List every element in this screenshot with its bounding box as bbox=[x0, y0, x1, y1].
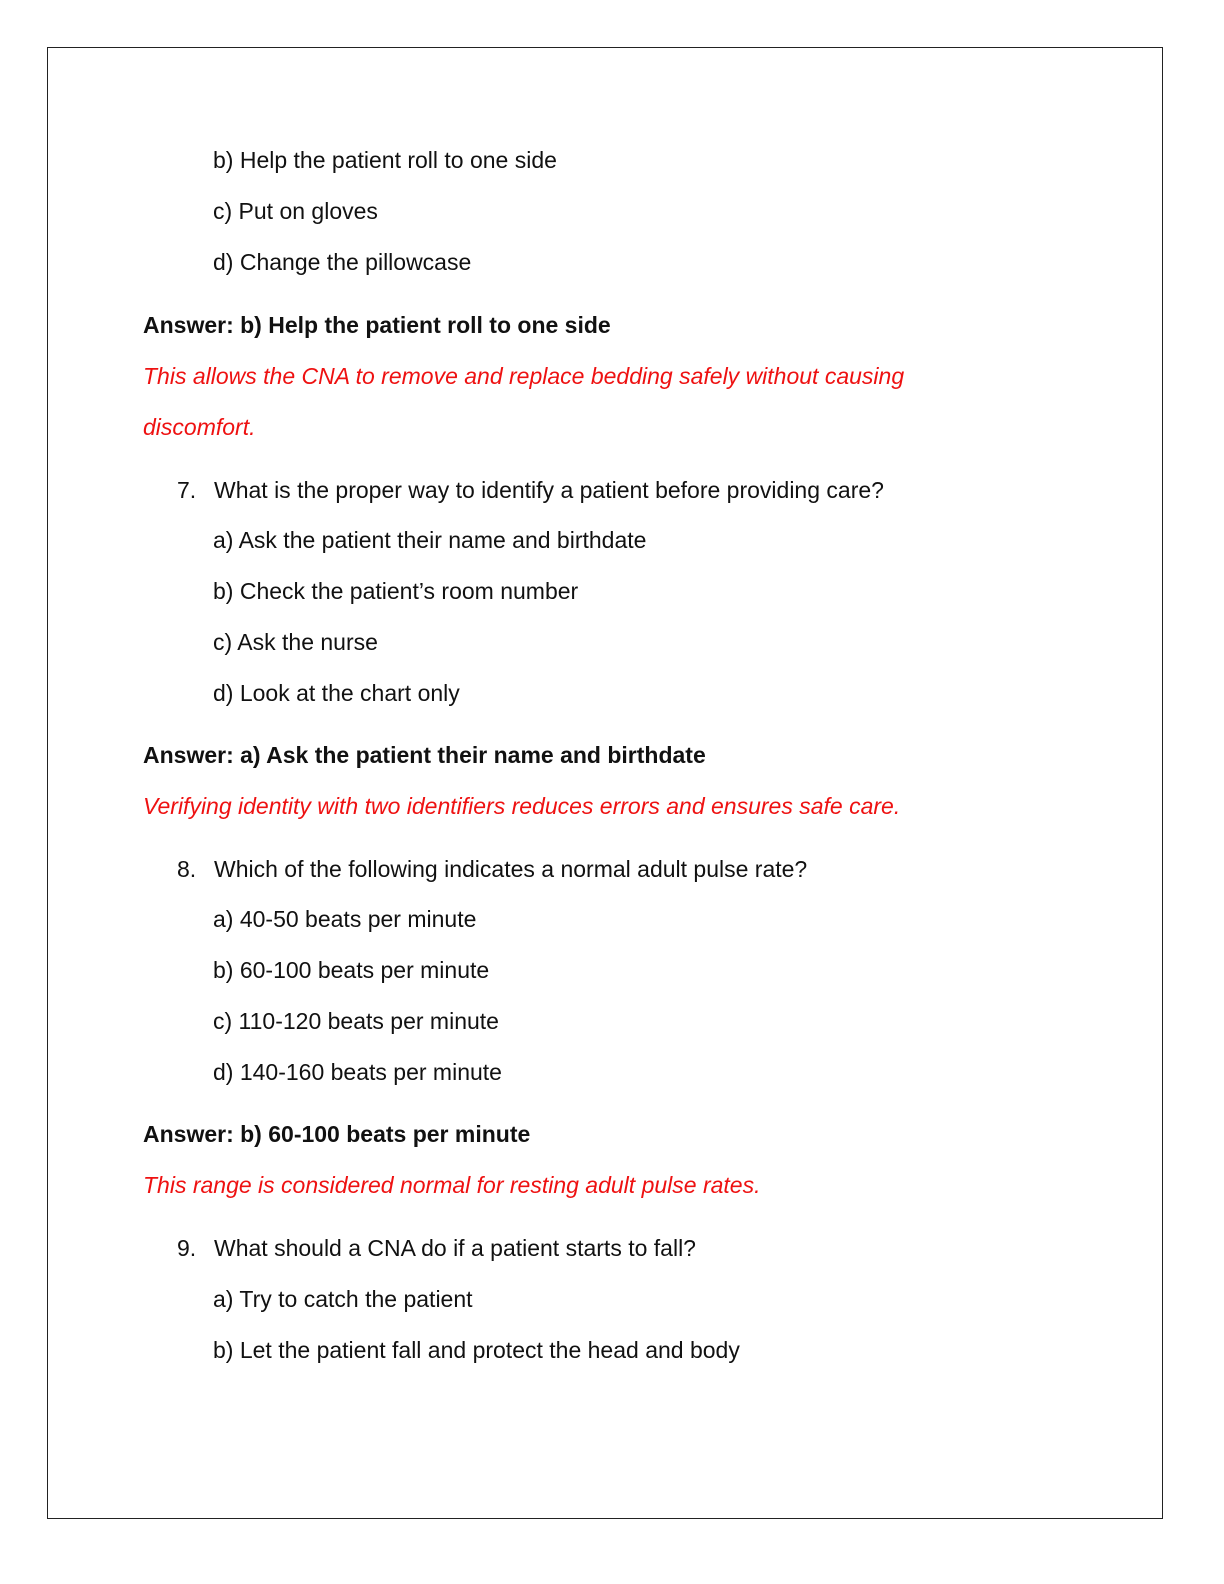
option-line: c) Ask the nurse bbox=[213, 629, 378, 655]
option-line: c) Put on gloves bbox=[213, 198, 378, 224]
explanation-line: This range is considered normal for resting adult pulse rates. bbox=[143, 1172, 761, 1198]
answer-line: Answer: a) Ask the patient their name and birthdate bbox=[143, 742, 706, 768]
option-line: c) 110-120 beats per minute bbox=[213, 1008, 499, 1034]
option-line: d) Change the pillowcase bbox=[213, 249, 472, 275]
question-text: Which of the following indicates a normal adult pulse rate? bbox=[214, 856, 808, 882]
option-line: b) 60-100 beats per minute bbox=[213, 957, 490, 983]
question-number: 7. bbox=[177, 477, 197, 503]
explanation-line: discomfort. bbox=[143, 414, 256, 440]
explanation-line: This allows the CNA to remove and replace bedding safely without causing bbox=[143, 363, 905, 389]
question-number: 9. bbox=[177, 1235, 197, 1261]
option-line: d) 140-160 beats per minute bbox=[213, 1059, 502, 1085]
question-text: What is the proper way to identify a patient before providing care? bbox=[214, 477, 884, 503]
option-line: a) 40-50 beats per minute bbox=[213, 906, 477, 932]
question-number: 8. bbox=[177, 856, 197, 882]
explanation-line: Verifying identity with two identifiers reduces errors and ensures safe care. bbox=[143, 793, 901, 819]
question-text: What should a CNA do if a patient starts to fall? bbox=[214, 1235, 696, 1261]
option-line: b) Let the patient fall and protect the head and body bbox=[213, 1337, 740, 1363]
option-line: b) Check the patient’s room number bbox=[213, 578, 579, 604]
option-line: d) Look at the chart only bbox=[213, 680, 460, 706]
option-line: a) Ask the patient their name and birthdate bbox=[213, 527, 647, 553]
option-line: a) Try to catch the patient bbox=[213, 1286, 473, 1312]
answer-line: Answer: b) Help the patient roll to one side bbox=[143, 312, 611, 338]
option-line: b) Help the patient roll to one side bbox=[213, 147, 557, 173]
answer-line: Answer: b) 60-100 beats per minute bbox=[143, 1121, 531, 1147]
